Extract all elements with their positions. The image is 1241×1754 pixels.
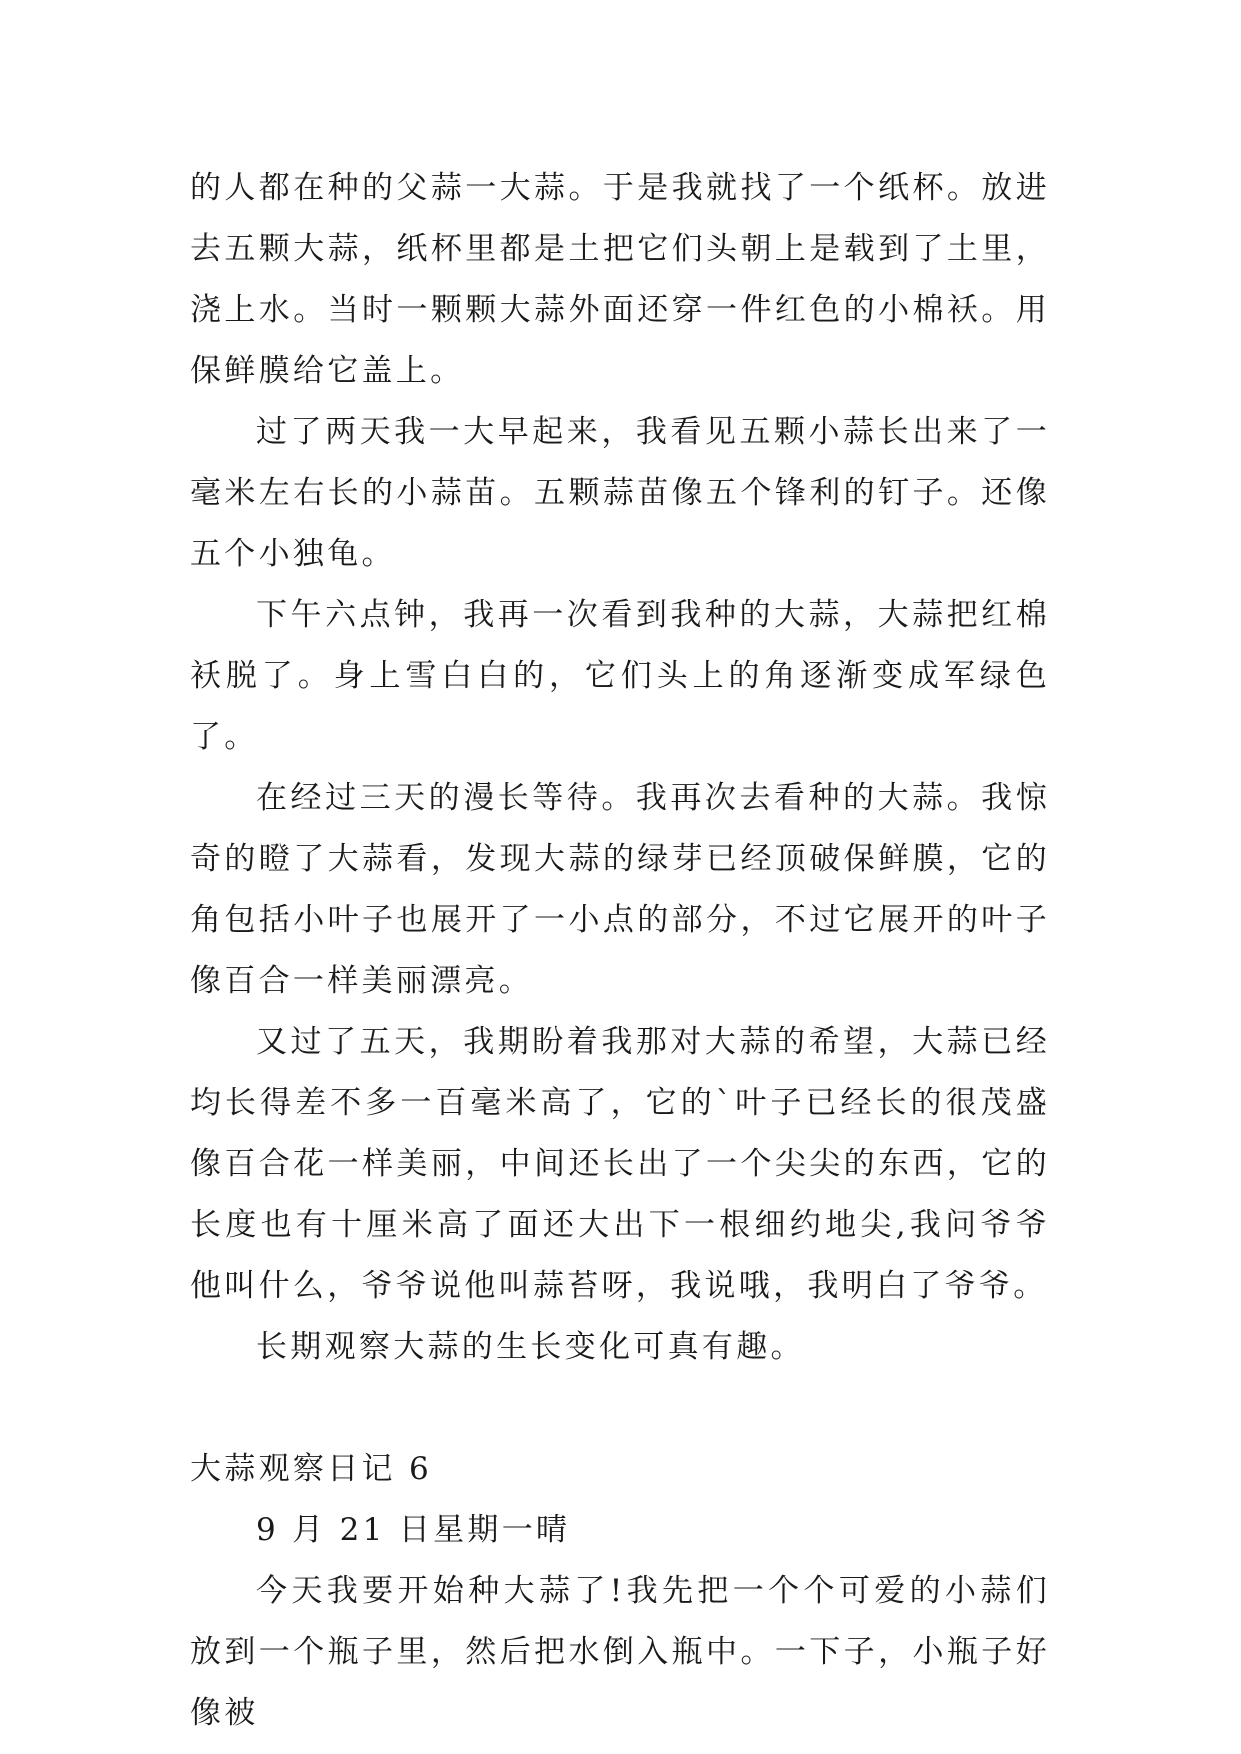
body-paragraph-5: 又过了五天，我期盼着我那对大蒜的希望，大蒜已经均长得差不多一百毫米高了，它的`叶子已经长的很茂盛像百合花一样美丽，中间还长出了一个尖尖的东西，它的长度也有十厘米高了面还大出下一根细约地尖,我问爷爷他叫什么，爷爷说他叫蒜苔呀，我说哦，我明白了爷爷。 (190, 1024, 1050, 1304)
body-paragraph-4: 在经过三天的漫长等待。我再次去看种的大蒜。我惊奇的瞪了大蒜看，发现大蒜的绿芽已经顶破保鲜膜，它的角包括小叶子也展开了一小点的部分，不过它展开的叶子像百合一样美丽漂亮。 (190, 780, 1050, 999)
body-paragraph-2: 过了两天我一大早起来，我看见五颗小蒜长出来了一毫米左右长的小蒜苗。五颗蒜苗像五个锋利的钉子。还像五个小独龟。 (190, 414, 1050, 572)
body-paragraph-6: 长期观察大蒜的生长变化可真有趣。 (256, 1329, 805, 1365)
body-paragraph-7: 今天我要开始种大蒜了!我先把一个个可爱的小蒜们放到一个瓶子里，然后把水倒入瓶中。一下子，小瓶子好像被 (190, 1573, 1050, 1731)
section-spacer (190, 1378, 1050, 1439)
document-page (190, 158, 1050, 1744)
diary-date-line: 9 月 21 日星期一晴 (256, 1512, 571, 1548)
section-title: 大蒜观察日记 6 (190, 1451, 432, 1487)
body-paragraph-1: 的人都在种的父蒜一大蒜。于是我就找了一个纸杯。放进去五颗大蒜，纸杯里都是土把它们头朝上是载到了土里，浇上水。当时一颗颗大蒜外面还穿一件红色的小棉袄。用保鲜膜给它盖上。 (190, 170, 1050, 389)
body-paragraph-3: 下午六点钟，我再一次看到我种的大蒜，大蒜把红棉袄脱了。身上雪白白的，它们头上的角逐渐变成军绿色了。 (190, 597, 1050, 755)
